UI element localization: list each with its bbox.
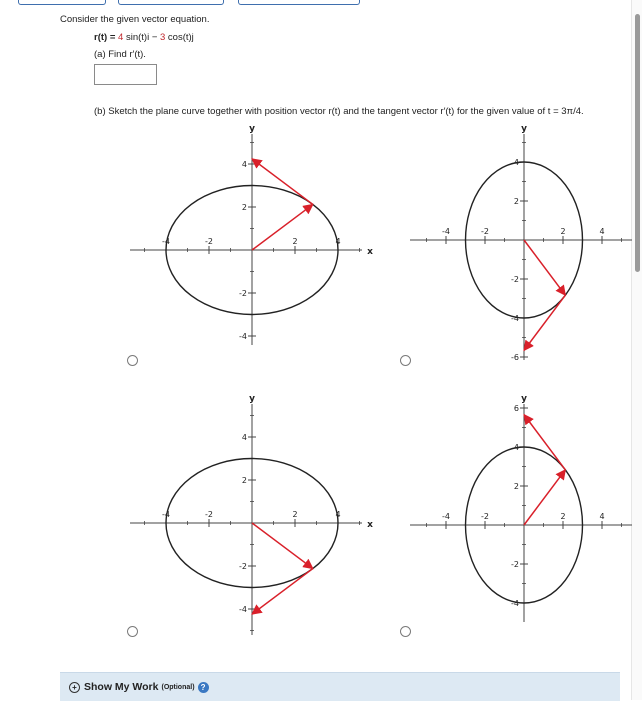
top-toolbar [0,0,642,6]
y-axis-label: y [521,124,527,134]
graph-option-3-svg [130,390,380,635]
option-2-radio[interactable] [400,355,411,366]
y-tick-label: -4 [239,332,247,341]
y-tick-label: -2 [511,560,519,569]
graph-option-4-svg [410,390,635,625]
y-axis-label: y [249,394,255,404]
x-tick-label: -2 [481,227,489,236]
top-tab-button[interactable] [238,0,360,5]
x-tick-label: 2 [560,227,566,236]
vector-equation [94,32,194,43]
plus-circle-icon[interactable]: + [69,682,80,693]
position-vector [524,470,565,525]
graph-option-1 [130,120,380,355]
x-tick-label: -4 [442,512,450,521]
x-tick-label: -4 [162,237,170,246]
graph-option-1-svg [130,120,380,355]
show-my-work-toggle[interactable] [69,681,209,693]
option-1-radio[interactable] [127,355,138,366]
x-tick-label: -2 [205,510,213,519]
optional-label: (Optional) [161,683,195,691]
y-tick-label: -4 [511,599,519,608]
y-tick-label: 2 [241,203,247,212]
scrollbar-thumb[interactable] [635,14,640,272]
graph-option-4 [410,390,635,625]
y-tick-label: -4 [511,314,519,323]
equation-lhs: r(t) = [94,32,119,43]
y-axis-label: y [521,394,527,404]
show-my-work-panel[interactable] [60,672,620,701]
tangent-vector [524,295,565,350]
top-tab-button[interactable] [18,0,106,5]
show-my-work-label: Show My Work [84,681,159,693]
x-tick-label: -4 [162,510,170,519]
tangent-vector [524,415,565,470]
y-tick-label: -2 [239,289,247,298]
graph-option-2-svg [410,120,635,365]
y-axis-label: y [249,124,255,134]
position-vector [524,240,565,295]
equation-coef-1: 4 [118,32,124,43]
x-tick-label: 2 [560,512,566,521]
x-tick-label: -2 [205,237,213,246]
y-tick-label: -2 [239,562,247,571]
top-tab-button[interactable] [118,0,224,5]
y-tick-label: -2 [511,275,519,284]
equation-term-2: cos(t)j [165,32,194,43]
tangent-vector [252,159,313,205]
option-3-radio[interactable] [127,626,138,637]
x-tick-label: -4 [442,227,450,236]
x-tick-label: 4 [335,510,341,519]
part-a-prompt: (a) Find r′(t). [94,49,146,60]
question-intro: Consider the given vector equation. [60,14,210,25]
graph-option-3 [130,390,380,635]
y-tick-label: 4 [241,160,247,169]
x-tick-label: -2 [481,512,489,521]
x-axis-label: x [367,247,373,257]
part-b-prompt: (b) Sketch the plane curve together with position vector r(t) and the tangent vector r′(t) for the given value of t = 3π/4. [94,106,584,117]
equation-coef-2: 3 [160,32,166,43]
graph-option-2 [410,120,635,365]
y-tick-label: 4 [513,443,519,452]
option-4-radio[interactable] [400,626,411,637]
y-tick-label: 2 [513,197,519,206]
y-tick-label: -4 [239,605,247,614]
y-tick-label: 4 [241,433,247,442]
position-vector [252,523,313,569]
x-tick-label: 2 [292,237,298,246]
equation-term-1: sin(t)i − [123,32,160,43]
x-axis-label: x [367,520,373,530]
y-tick-label: 2 [241,476,247,485]
y-tick-label: 4 [513,158,519,167]
x-tick-label: 4 [335,237,341,246]
y-tick-label: 2 [513,482,519,491]
question-icon[interactable]: ? [198,682,209,693]
y-tick-label: 6 [513,404,519,413]
tangent-vector [252,569,313,615]
y-tick-label: -6 [511,353,519,362]
position-vector [252,204,313,250]
x-tick-label: 4 [599,227,605,236]
x-tick-label: 2 [292,510,298,519]
x-tick-label: 4 [599,512,605,521]
part-a-answer-input[interactable] [94,64,157,85]
